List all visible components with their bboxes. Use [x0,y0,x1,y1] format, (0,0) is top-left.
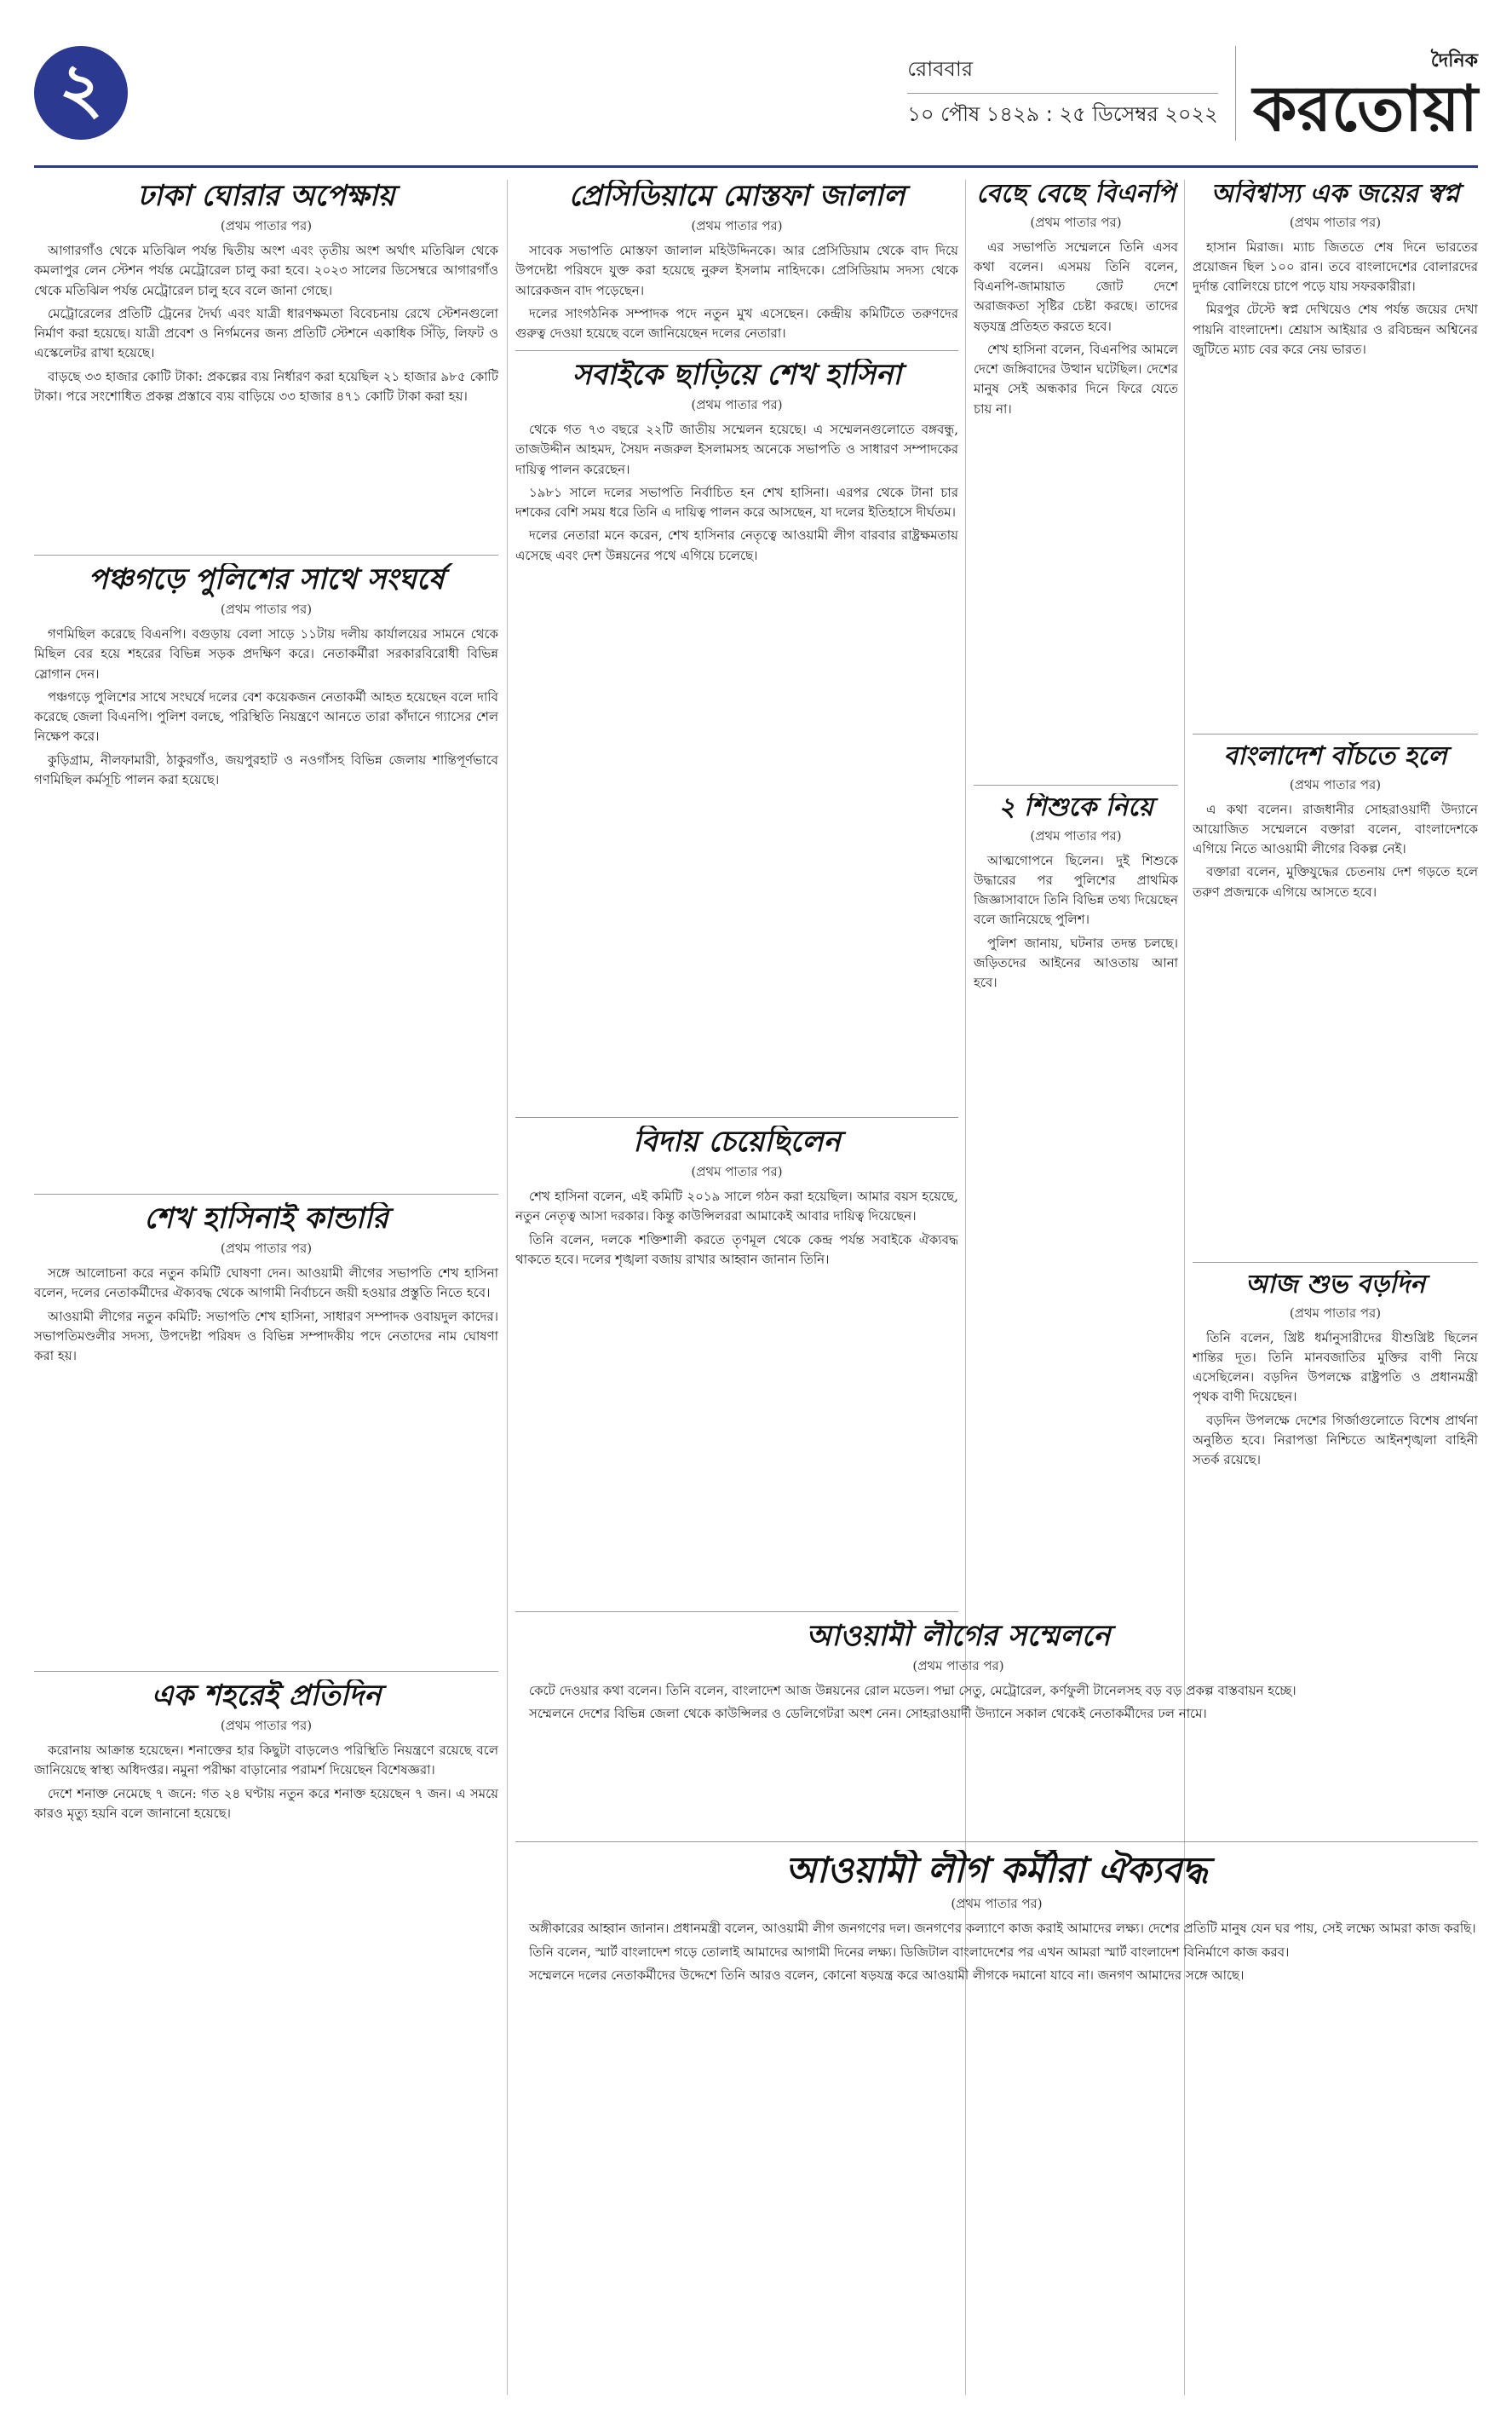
paragraph: সাবেক সভাপতি মোস্তফা জালাল মহিউদ্দিনকে। আর প্রেসিডিয়াম থেকে বাদ দিয়ে উপদেষ্টা পরিষদে যুক্ত করা হয়েছে নুরুল ইসলাম নাহিদকে। প্রেসিডিয়াম সদস্য থেকে আরেকজন বাদ পড়েছেন। [515,243,958,298]
paragraph: তিনি বলেন, খ্রিষ্ট ধর্মানুসারীদের যীশুখ্রিষ্ট ছিলেন শান্তির দূত। তিনি মানবজাতির মুক্তির বাণী নিয়ে এসেছিলেন। বড়দিন উপলক্ষে রাষ্ট্রপতি ও প্রধানমন্ত্রী পৃথক বাণী দিয়েছেন। [1193,1329,1478,1405]
article-grid [34,180,1478,2395]
paragraph: মেট্রোরেলের প্রতিটি ট্রেনের দৈর্ঘ্য এবং যাত্রী ধারণক্ষমতা বিবেচনায় রেখে স্টেশনগুলো নির্মাণ করা হয়েছে। যাত্রী প্রবেশ ও নির্গমনের জন্য প্রতিটি স্টেশনে একাধিক সিঁড়ি, লিফট ও এস্কেলেটর রাখা হয়েছে। [34,305,498,361]
paragraph: দলের সাংগঠনিক সম্পাদক পদে নতুন মুখ এসেছেন। কেন্দ্রীয় কমিটিতে তরুণদের গুরুত্ব দেওয়া হয়েছে বলে জানিয়েছেন দলের নেতারা। [515,305,958,342]
paragraph: হাসান মিরাজ। ম্যাচ জিততে শেষ দিনে ভারতের প্রয়োজন ছিল ১০০ রান। তবে বাংলাদেশের বোলারদের দুর্দান্ত বোলিংয়ে চাপে পড়ে যায় সফরকারীরা। [1193,239,1478,294]
article-body [1193,238,1478,360]
date-line: ১০ পৌষ ১৪২৯ : ২৫ ডিসেম্বর ২০২২ [907,101,1218,126]
day-name: রোববার [907,54,1217,94]
logo-prefix: দৈনিক [1430,49,1478,72]
paragraph: আত্মগোপনে ছিলেন। দুই শিশুকে উদ্ধারের পর পুলিশের প্রাথমিক জিজ্ঞাসাবাদে তিনি বিভিন্ন তথ্য দিয়েছেন বলে জানিয়েছে পুলিশ। [974,852,1178,928]
article-protidin [34,1679,498,2395]
newspaper-logo [1235,46,1478,146]
article-biday [515,1126,958,1603]
paragraph: আওয়ামী লীগের নতুন কমিটি: সভাপতি শেখ হাসিনা, সাধারণ সম্পাদক ওবায়দুল কাদের। সভাপতিমণ্ডলীর সদস্য, উপদেষ্টা পরিষদ ও বিভিন্ন সম্পাদকীয় পদে নেতাদের নাম ঘোষণা করা হয়। [34,1308,498,1364]
paragraph: পুলিশ জানায়, ঘটনার তদন্ত চলছে। জড়িতদের আইনের আওতায় আনা হবে। [974,935,1178,990]
article-body [1193,800,1478,902]
article-swapna [1193,180,1478,725]
paragraph: দেশে শনাক্ত নেমেছে ৭ জনে: গত ২৪ ঘণ্টায় নতুন করে শনাক্ত হয়েছেন ৭ জন। এ সময়ে কারও মৃত্যু হয়নি বলে জানানো হয়েছে। [34,1785,498,1821]
article-chhariye [515,359,958,1109]
article-bachte [1193,742,1478,1253]
article-body [515,1919,1478,1985]
continued-label: (প্রথম পাতার পর) [691,397,783,413]
continued-label: (প্রথম পাতার পর) [220,602,313,618]
continued-label: (প্রথম পাতার পর) [1289,214,1382,230]
article-borodin [1193,1270,1478,1833]
continued-label: (প্রথম পাতার পর) [220,218,313,234]
paragraph: বাড়ছে ৩৩ হাজার কোটি টাকা: প্রকল্পের ব্যয় নির্ধারণ করা হয়েছিল ২১ হাজার ৯৮৫ কোটি টাকা। পরে সংশোধিত প্রকল্প প্রস্তাবে ব্যয় বাড়িয়ে ৩৩ হাজার ৪৭১ কোটি টাকা করা হয়। [34,368,498,404]
date-block [907,54,1234,133]
paragraph: শেখ হাসিনা বলেন, এই কমিটি ২০১৯ সালে গঠন করা হয়েছিল। আমার বয়স হয়েছে, নতুন নেতৃত্ব আসা দরকার। কিন্তু কাউন্সিলররা আমাকেই আবার দায়িত্ব দিয়েছেন। [515,1189,958,1224]
headline: ঢাকা ঘোরার অপেক্ষায় [137,180,395,213]
continued-label: (প্রথম পাতার পর) [1030,827,1122,844]
paragraph: শেখ হাসিনা বলেন, বিএনপির আমলে দেশে জঙ্গিবাদের উত্থান ঘটেছিল। দেশের মানুষ সেই অন্ধকার দিনে ফিরে যেতে চায় না। [974,341,1178,417]
article-shishu [974,793,1178,1603]
paragraph: এর সভাপতি সম্মেলনে তিনি এসব কথা বলেন। এসময় তিনি বলেন, বিএনপি-জামায়াত জোট দেশে অরাজকতা সৃষ্টির চেষ্টা করছে। তাদের ষড়যন্ত্র প্রতিহত করতে হবে। [974,239,1178,334]
headline: শেখ হাসিনাই কান্ডারি [144,1202,388,1236]
article-body [974,238,1178,419]
continued-label: (প্রথম পাতার পর) [1289,776,1382,792]
masthead [34,20,1478,168]
paragraph: সম্মেলনে দলের নেতাকর্মীদের উদ্দেশে তিনি আরও বলেন, কোনো ষড়যন্ত্র করে আওয়ামী লীগকে দমানো যাবে না। জনগণ আমাদের সঙ্গে আছে। [529,1967,1245,1983]
paragraph: করোনায় আক্রান্ত হয়েছেন। শনাক্তের হার কিছুটা বাড়লেও পরিস্থিতি নিয়ন্ত্রণে রয়েছে বলে জানিয়েছে স্বাস্থ্য অধিদপ্তর। নমুনা পরীক্ষা বাড়ানোর পরামর্শ দিয়েছেন বিশেষজ্ঞরা। [34,1743,498,1778]
page-number-badge: ২ [34,46,128,140]
continued-label: (প্রথম পাতার পর) [691,1164,783,1180]
paragraph: গণমিছিল করেছে বিএনপি। বগুড়ায় বেলা সাড়ে ১১টায় দলীয় কার্যালয়ের সামনে থেকে মিছিল বের হয়ে শহরের বিভিন্ন সড়ক প্রদক্ষিণ করে। নেতাকর্মীরা সরকারবিরোধী বিভিন্ন স্লোগান দেন। [34,626,498,682]
paragraph: দলের নেতারা মনে করেন, শেখ হাসিনার নেতৃত্বে আওয়ামী লীগ বারবার রাষ্ট্রক্ষমতায় এসেছে এবং দেশ উন্নয়নের পথে এগিয়ে চলেছে। [515,527,958,563]
headline: অবিশ্বাস্য এক জয়ের স্বপ্ন [1210,180,1460,209]
paragraph: থেকে গত ৭৩ বছরে ২২টি জাতীয় সম্মেলন হয়েছে। এ সম্মেলনগুলোতে বঙ্গবন্ধু, তাজউদ্দীন আহমদ, সৈয়দ নজরুল ইসলামসহ অনেকে সভাপতি ও সাধারণ সম্পাদকের দায়িত্ব পালন করেছেন। [515,422,958,477]
article-presidium [515,180,958,342]
article-body [34,241,498,406]
paragraph: মিরপুর টেস্টে স্বপ্ন দেখিয়েও শেষ পর্যন্ত জয়ের দেখা পায়নি বাংলাদেশ। শ্রেয়াস আইয়ার ও রবিচন্দ্রন অশ্বিনের জুটিতে ম্যাচ বের করে নেয় ভারত। [1193,302,1478,357]
article-body [515,1187,958,1270]
continued-label: (প্রথম পাতার পর) [220,1718,313,1734]
continued-label: (প্রথম পাতার পর) [1289,1305,1382,1321]
article-body [974,851,1178,994]
continued-label: (প্রথম পাতার পর) [1030,214,1122,230]
paragraph: কুড়িগ্রাম, নীলফামারী, ঠাকুরগাঁও, জয়পুরহাট ও নওগাঁসহ বিভিন্ন জেলায় শান্তিপূর্ণভাবে গণমিছিল কর্মসূচি পালন করা হয়েছে। [34,752,498,787]
paragraph: বক্তারা বলেন, মুক্তিযুদ্ধের চেতনায় দেশ গড়তে হলে তরুণ প্রজন্মকে এগিয়ে আসতে হবে। [1193,864,1478,900]
headline: বিদায় চেয়েছিলেন [633,1126,841,1159]
paragraph: তিনি বলেন, স্মার্ট বাংলাদেশ গড়ে তোলাই আমাদের আগামী দিনের লক্ষ্য। ডিজিটাল বাংলাদেশের পর এখন আমরা স্মার্ট বাংলাদেশ বিনির্মাণে কাজ করব। [529,1944,1290,1960]
headline: এক শহরেই প্রতিদিন [151,1679,382,1713]
article-body [34,1741,498,1823]
paragraph: তিনি বলেন, দলকে শক্তিশালী করতে তৃণমূল থেকে কেন্দ্র পর্যন্ত সবাইকে ঐক্যবদ্ধ থাকতে হবে। দলের শৃঙ্খলা বজায় রাখার আহ্বান জানান তিনি। [515,1231,958,1267]
article-body [1193,1328,1478,1471]
paragraph: এ কথা বলেন। রাজধানীর সোহরাওয়ার্দী উদ্যানে আয়োজিত সম্মেলনে বক্তারা বলেন, বাংলাদেশকে এগিয়ে নিতে আওয়ামী লীগের বিকল্প নেই। [1193,801,1478,856]
headline: ২ শিশুকে নিয়ে [998,793,1153,822]
paragraph: বড়দিন উপলক্ষে দেশের গির্জাগুলোতে বিশেষ প্রার্থনা অনুষ্ঠিত হবে। নিরাপত্তা নিশ্চিতে আইনশৃঙ্খলা বাহিনী সতর্ক রয়েছে। [1193,1412,1478,1467]
continued-label: (প্রথম পাতার পর) [691,218,783,234]
paragraph: আগারগাঁও থেকে মতিঝিল পর্যন্ত দ্বিতীয় অংশ এবং তৃতীয় অংশ অর্থাৎ মতিঝিল থেকে কমলাপুর লেন স্টেশন পর্যন্ত মেট্রোরেল চালু করা হবে। ২০২৩ সালের ডিসেম্বরে আগারগাঁও থেকে মতিঝিল পর্যন্ত মেট্রোরেল চালু হবে বলে জানা গেছে। [34,243,498,298]
paragraph: অঙ্গীকারের আহ্বান জানান। প্রধানমন্ত্রী বলেন, আওয়ামী লীগ জনগণের দল। জনগণের কল্যাণে কাজ করাই আমাদের লক্ষ্য। দেশের প্রতিটি মানুষ যেন ঘর পায়, সেই লক্ষ্যে আমরা কাজ করছি। [529,1921,1476,1937]
paragraph: ১৯৮১ সালে দলের সভাপতি নির্বাচিত হন শেখ হাসিনা। এরপর থেকে টানা চার দশকের বেশি সময় ধরে তিনি এ দায়িত্ব পালন করে আসছেন, যা দলের ইতিহাসে দীর্ঘতম। [515,484,958,521]
article-dhaka [34,180,498,546]
article-body [34,1264,498,1366]
headline: প্রেসিডিয়ামে মোস্তফা জালাল [568,180,905,213]
logo-title: করতোয়া [1252,72,1478,146]
headline: আওয়ামী লীগ কর্মীরা ঐক্যবদ্ধ [785,1850,1209,1891]
article-hasina-kandari [34,1202,498,1662]
paragraph: সঙ্গে আলোচনা করে নতুন কমিটি ঘোষণা দেন। আওয়ামী লীগের সভাপতি শেখ হাসিনা বলেন, দলের নেতাকর্মীদের ঐক্যবদ্ধ থেকে আগামী নির্বাচনে জয়ী হওয়ার প্রস্তুতি নিতে হবে। [34,1265,498,1301]
article-bechebeche [974,180,1178,776]
headline: বাংলাদেশ বাঁচতে হলে [1223,742,1447,771]
paragraph: সম্মেলনে দেশের বিভিন্ন জেলা থেকে কাউন্সিলর ও ডেলিগেটরা অংশ নেন। সোহরাওয়ার্দী উদ্যানে সকাল থেকেই নেতাকর্মীদের ঢল নামে। [529,1706,1207,1722]
article-police [34,563,498,1185]
article-oikkobaddho [515,1850,1478,2395]
article-body [515,420,958,566]
paragraph: পঞ্চগড়ে পুলিশের সাথে সংঘর্ষে দলের বেশ কয়েকজন নেতাকর্মী আহত হয়েছেন বলে দাবি করেছে জেলা বিএনপি। পুলিশ বলছে, পরিস্থিতি নিয়ন্ত্রণে আনতে তারা কাঁদানে গ্যাসের শেল নিক্ষেপ করে। [34,688,498,745]
headline: সবাইকে ছাড়িয়ে শেখ হাসিনা [572,359,902,392]
headline: আওয়ামী লীগের সম্মেলনে [806,1620,1111,1653]
continued-label: (প্রথম পাতার পর) [951,1896,1043,1912]
headline: পঞ্চগড়ে পুলিশের সাথে সংঘর্ষে [88,563,445,596]
article-body [34,625,498,790]
continued-label: (প্রথম পাতার পর) [220,1241,313,1257]
headline: বেছে বেছে বিএনপি [975,180,1176,209]
article-body [515,241,958,342]
continued-label: (প্রথম পাতার পর) [912,1658,1004,1674]
paragraph: কেটে দেওয়ার কথা বলেন। তিনি বলেন, বাংলাদেশ আজ উন্নয়নের রোল মডেল। পদ্মা সেতু, মেট্রোরেল, কর্ণফুলী টানেলসহ বড় বড় প্রকল্প বাস্তবায়ন হচ্ছে। [529,1683,1296,1699]
headline: আজ শুভ বড়দিন [1245,1270,1426,1299]
